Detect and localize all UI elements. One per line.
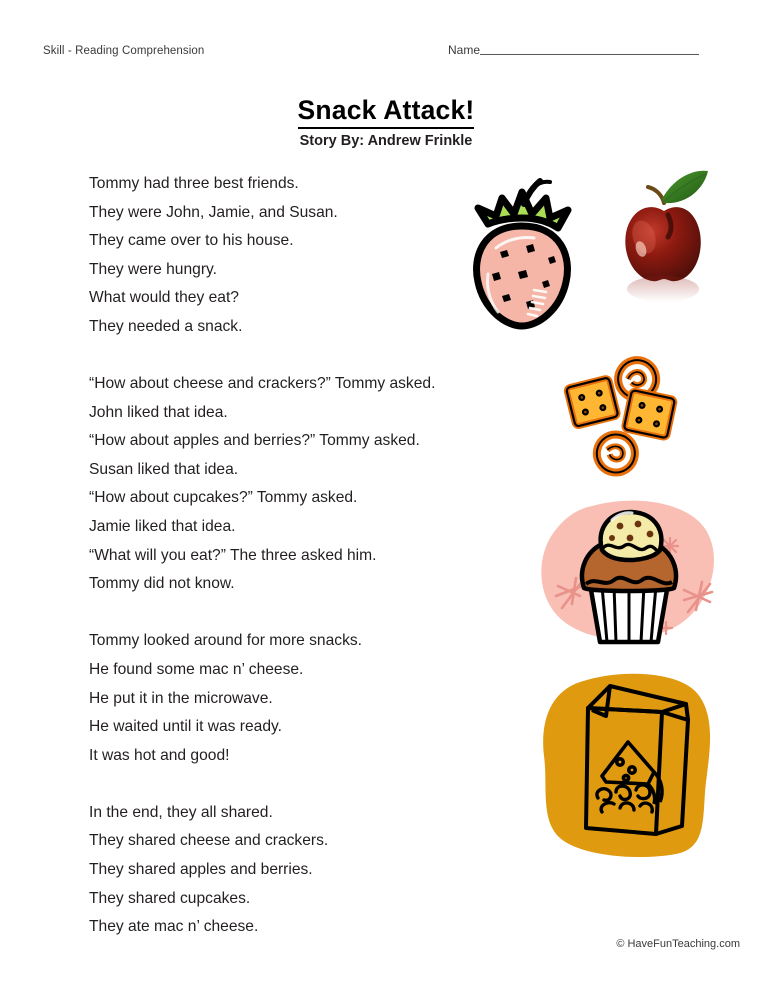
story-line: Tommy had three best friends. xyxy=(89,175,299,192)
story-line: “How about apples and berries?” Tommy asked. xyxy=(89,432,420,450)
story-line: They ate mac n’ cheese. xyxy=(89,918,259,936)
mac-and-cheese-box-illustration xyxy=(536,660,722,862)
story-line: They needed a snack. xyxy=(89,317,243,335)
strawberry-illustration xyxy=(462,178,582,330)
story-line: They shared apples and berries. xyxy=(89,860,313,878)
story-line: Susan liked that idea. xyxy=(89,460,239,478)
skill-label: Skill - Reading Comprehension xyxy=(43,45,205,57)
crackers-illustration xyxy=(556,356,686,480)
story-line: Tommy did not know. xyxy=(89,575,235,593)
story-line: They came over to his house. xyxy=(89,232,294,250)
story-line: It was hot and good! xyxy=(89,746,230,764)
story-line: “How about cupcakes?” Tommy asked. xyxy=(89,489,358,507)
story-paragraph xyxy=(89,170,509,342)
story-paragraph xyxy=(89,627,509,770)
story-line: They were hungry. xyxy=(89,260,217,278)
story-line: John liked that idea. xyxy=(89,403,228,421)
story-line: He found some mac n’ cheese. xyxy=(89,660,304,678)
footer-copyright: © HaveFunTeaching.com xyxy=(616,938,740,950)
name-field-rule[interactable] xyxy=(480,54,699,55)
name-field-label: Name xyxy=(448,43,481,57)
story-line: What would they eat? xyxy=(89,289,239,307)
story-line: They shared cupcakes. xyxy=(89,889,251,907)
story-line: “How about cheese and crackers?” Tommy asked. xyxy=(89,375,436,393)
story-title: Snack Attack! xyxy=(298,96,475,129)
page-title xyxy=(0,96,772,129)
story-line: In the end, they all shared. xyxy=(89,803,273,821)
story-paragraph xyxy=(89,370,509,599)
cupcake-illustration xyxy=(534,500,724,646)
story-line: He put it in the microwave. xyxy=(89,689,273,707)
story-line: Tommy looked around for more snacks. xyxy=(89,632,363,650)
story-line: Jamie liked that idea. xyxy=(89,518,236,536)
story-body xyxy=(89,170,509,942)
story-byline: Story By: Andrew Frinkle xyxy=(299,133,473,149)
story-paragraph xyxy=(89,799,509,942)
story-line: They shared cheese and crackers. xyxy=(89,832,329,850)
story-line: He waited until it was ready. xyxy=(89,718,282,736)
apple-illustration xyxy=(608,163,720,303)
story-line: “What will you eat?” The three asked him. xyxy=(89,546,377,564)
name-field[interactable] xyxy=(448,44,699,57)
story-line: They were John, Jamie, and Susan. xyxy=(89,203,338,221)
